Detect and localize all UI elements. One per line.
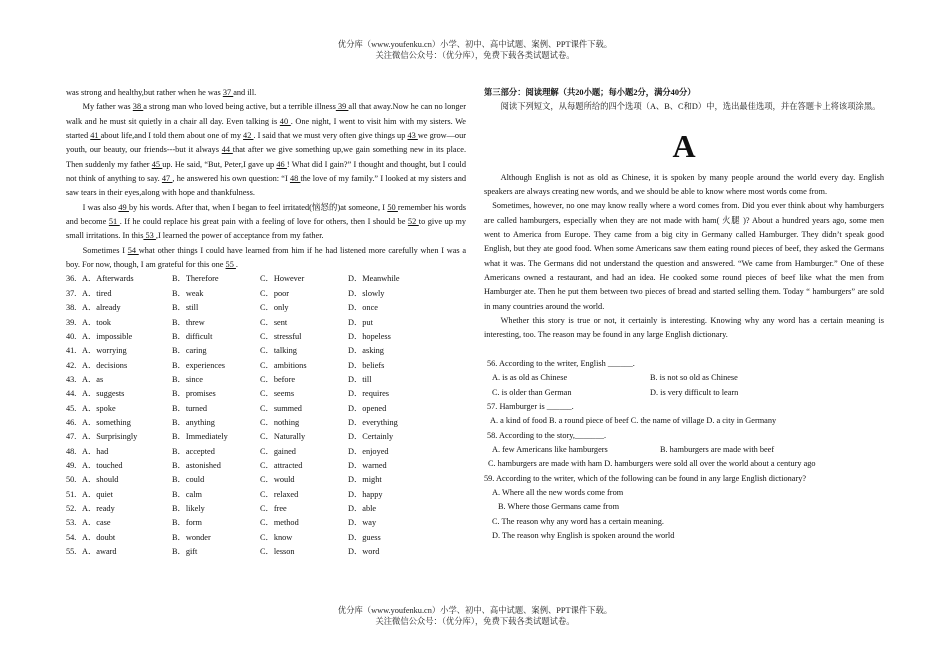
option-d: D．enjoyed (348, 446, 389, 456)
option-a: A．case (82, 518, 111, 528)
option-c: C．seems (260, 389, 295, 399)
option-row (66, 359, 466, 373)
blank-52: 52 (407, 217, 419, 227)
option-c: C．lesson (260, 547, 295, 556)
option-b: B．caring (172, 346, 207, 356)
page-header (0, 40, 950, 61)
blank-54: 54 (127, 245, 139, 255)
option-number: 49. (66, 460, 77, 470)
option-number: 43. (66, 374, 77, 384)
option-a: A．Surprisingly (82, 432, 138, 442)
question-59-option-d: D. The reason why English is spoken around the world (492, 530, 675, 540)
blank-48: 48 (289, 174, 301, 184)
option-row (66, 516, 466, 530)
option-c: C．gained (260, 446, 296, 456)
option-d: D．Meanwhile (348, 274, 400, 284)
option-a: A．Afterwards (82, 274, 134, 284)
option-c: C．attracted (260, 460, 303, 470)
option-c: C．summed (260, 403, 302, 413)
option-number: 46. (66, 417, 77, 427)
option-row (66, 287, 466, 301)
option-a: A．something (82, 417, 131, 427)
option-a: A．already (82, 303, 121, 313)
option-row (66, 531, 466, 545)
option-b: B．accepted (172, 446, 215, 456)
question-59-option-a: A. Where all the new words come from (492, 487, 624, 497)
option-d: D．once (348, 303, 378, 313)
blank-51: 51 (108, 217, 120, 227)
footer-line-1: 优分库（www.youfenku.cn）小学、初中、高中试题、案例、PPT课件下载。 (337, 606, 613, 615)
option-row (66, 344, 466, 358)
option-d: D．everything (348, 417, 398, 427)
blank-39: 39 (335, 102, 349, 112)
option-d: D．word (348, 547, 380, 556)
option-c: C．Naturally (260, 432, 306, 442)
option-b: B．anything (172, 417, 215, 427)
option-b: B．wonder (172, 532, 211, 542)
option-b: B．weak (172, 288, 204, 298)
option-c: C．before (260, 374, 296, 384)
option-a: A．as (82, 374, 104, 384)
option-c: C．would (260, 475, 295, 485)
option-a: A．impossible (82, 331, 133, 341)
option-row (66, 387, 466, 401)
option-number: 40. (66, 331, 77, 341)
option-b: B．astonished (172, 460, 221, 470)
blank-55: 55 (225, 260, 236, 270)
option-a: A．ready (82, 503, 115, 513)
option-b: B．still (172, 303, 199, 313)
option-d: D．beliefs (348, 360, 385, 370)
blank-53: 53 (143, 231, 156, 241)
question-56-options-ab: A. is as old as Chinese B. is not so old as Chinese (492, 373, 738, 383)
option-a: A．suggests (82, 389, 125, 399)
option-number: 52. (66, 503, 77, 513)
option-row (66, 545, 466, 559)
option-d: D．guess (348, 532, 381, 542)
passage-paragraph-1: Although English is not as old as Chinese, it is spoken by many people around the world every day. English speakers are always creating new words, and we should be able to know where most words come from. (484, 172, 884, 197)
option-a: A．doubt (82, 532, 116, 542)
page-footer (0, 606, 950, 627)
option-a: A．had (82, 446, 109, 456)
option-d: D．put (348, 317, 373, 327)
option-a: A．touched (82, 460, 123, 470)
question-56: 56. According to the writer, English ______. (487, 358, 635, 368)
blank-50: 50 (387, 202, 398, 212)
option-number: 53. (66, 518, 77, 528)
option-b: B．difficult (172, 331, 213, 341)
question-59: 59. According to the writer, which of the following can be found in any large English dictionary? (484, 473, 807, 483)
footer-line-2: 关注微信公众号：（优分库），免费下载各类试题试卷。 (375, 616, 575, 626)
option-row (66, 459, 466, 473)
option-number: 48. (66, 446, 77, 456)
option-b: B．gift (172, 547, 198, 556)
option-b: B．experiences (172, 360, 225, 370)
option-b: B．could (172, 475, 205, 485)
option-a: A．should (82, 475, 119, 485)
option-b: B．Therefore (172, 274, 219, 284)
option-c: C．However (260, 274, 305, 284)
cloze-paragraph-2: My father was 38 a strong man who loved being active, but a terrible illness 39 all that away.Now he can no longer walk and he must sit quietly in a chair all day. Even talking is 40 . One night, I went to visit him with my sisters. We started 41 about life,and I told them about one of my 42 . I said that we must very often give things up 43 we grow—our youth, our beauty, our friends---but it always 44 that after we give something up,we gain something new in its place. Then suddenly my father 45 up. He said, “But, Peter,I gave up 46 ! What did I gain?” I thought and thought, but I could not think of anything to say. 47 , he answered his own question: “I 48 the love of my family.” I looked at my sisters and saw tears in their eyes,along with hope and thankfulness. (66, 102, 467, 198)
option-number: 54. (66, 532, 77, 542)
option-a: A．worrying (82, 346, 127, 356)
option-number: 55. (66, 547, 77, 556)
option-d: D．able (348, 503, 377, 513)
option-row (66, 430, 466, 444)
option-d: D．warned (348, 460, 387, 470)
blank-42: 42 (243, 131, 254, 141)
question-59-option-b: B. Where those Germans came from (498, 502, 620, 512)
option-number: 45. (66, 403, 77, 413)
blank-45: 45 (151, 159, 163, 169)
blank-37: 37 (222, 88, 234, 97)
blank-46: 46 (276, 159, 287, 169)
question-56-options-cd: C. is older than German D. is very difficult to learn (492, 387, 739, 397)
blank-44: 44 (221, 145, 233, 155)
option-c: C．talking (260, 346, 297, 356)
option-d: D．Certainly (348, 432, 394, 442)
option-number: 41. (66, 346, 77, 356)
option-a: A．award (82, 547, 117, 556)
passage-paragraph-3: Whether this story is true or not, it certainly is interesting. Knowing why any word has a certain meaning is interesting, too. The reason may be found in any large English dictionary. (484, 316, 884, 340)
blank-38: 38 (132, 102, 144, 112)
option-row (66, 330, 466, 344)
option-number: 39. (66, 317, 77, 327)
option-b: B．form (172, 518, 202, 528)
option-c: C．sent (260, 317, 288, 327)
option-d: D．happy (348, 489, 383, 499)
passage-letter: A (672, 127, 696, 164)
option-c: C．ambitions (260, 360, 307, 370)
option-b: B．Immediately (172, 432, 228, 442)
question-59-option-c: C. The reason why any word has a certain meaning. (492, 516, 664, 526)
blank-43: 43 (407, 131, 418, 141)
option-row (66, 316, 466, 330)
option-b: B．calm (172, 489, 202, 499)
option-number: 44. (66, 389, 77, 399)
section-instructions: 阅读下列短文，从每题所给的四个选项（A、B、C和D）中，选出最佳选项，并在答题卡上将该项涂黑。 (500, 102, 881, 112)
option-b: B．likely (172, 503, 205, 513)
option-c: C．know (260, 532, 293, 542)
option-number: 38. (66, 303, 77, 313)
option-d: D．asking (348, 346, 384, 356)
option-d: D．might (348, 475, 382, 485)
option-a: A．took (82, 317, 112, 327)
header-line-2: 关注微信公众号：（优分库），免费下载各类试题试卷。 (375, 50, 575, 60)
option-number: 51. (66, 489, 77, 499)
option-d: D．till (348, 374, 372, 384)
question-58: 58. According to the story,_______. (487, 430, 607, 440)
option-c: C．free (260, 503, 287, 513)
passage-paragraph-2: Sometimes, however, no one may know really where a word comes from. Did you ever think about why hamburgers are called hamburgers, especially when they are not made with ham( 火腿 )? About a hundred years ago, some men went to America from Europe. They came from a big city in Germany called Hamburger. They didn’t speak good English, but they ate good food. When some Americans saw them eating round pieces of beef, they asked the Germans what it was. The Germans did not understand the question and answered. “We came from Hamburger.” One of these Americans owned a restaurant, and had an idea. He cooked some round pieces of beef like what the men from Hamburger ate. Then he put them between two pieces of bread and started selling them. Today “ hamburgers” are sold in many countries around the world. (484, 201, 884, 311)
option-c: C．relaxed (260, 489, 299, 499)
reading-column (484, 86, 884, 543)
cloze-options (66, 272, 466, 559)
option-row (66, 272, 466, 286)
header-line-1: 优分库（www.youfenku.cn）小学、初中、高中试题、案例、PPT课件下载。 (337, 40, 613, 49)
option-row (66, 473, 466, 487)
question-57: 57. Hamburger is ______. (487, 401, 574, 411)
option-b: B．since (172, 374, 203, 384)
option-c: C．nothing (260, 417, 300, 427)
option-row (66, 488, 466, 502)
option-d: D．requires (348, 389, 390, 399)
option-number: 36. (66, 274, 77, 284)
blank-41: 41 (90, 131, 101, 141)
option-number: 37. (66, 288, 77, 298)
option-row (66, 445, 466, 459)
option-number: 47. (66, 432, 77, 442)
option-d: D．way (348, 518, 377, 528)
question-57-options: A. a kind of food B. a round piece of beef C. the name of village D. a city in Germany (490, 416, 777, 426)
option-c: C．poor (260, 288, 290, 298)
blank-40: 40 (279, 116, 291, 126)
option-row (66, 402, 466, 416)
option-c: C．stressful (260, 331, 302, 341)
option-row (66, 416, 466, 430)
option-number: 50. (66, 475, 77, 485)
option-a: A．quiet (82, 489, 113, 499)
option-b: B．turned (172, 403, 208, 413)
section-title: 第三部分：阅读理解（共20小题；每小题2分，满分40分） (484, 88, 696, 97)
option-b: B．threw (172, 317, 205, 327)
option-b: B．promises (172, 389, 216, 399)
cloze-column (66, 86, 466, 559)
cloze-paragraph-4: Sometimes I 54 what other things I could have learned from him if he had listened more carefully when I was a boy. For now, though, I am grateful for this one 55 . (66, 245, 467, 270)
cloze-paragraph-1: was strong and healthy,but rather when he was 37 and ill. (66, 88, 257, 97)
option-number: 42. (66, 360, 77, 370)
blank-47: 47 (161, 174, 173, 184)
questions (484, 357, 884, 543)
option-row (66, 502, 466, 516)
option-a: A．tired (82, 288, 112, 298)
option-row (66, 373, 466, 387)
cloze-paragraph-3: I was also 49 by his words. After that, when I began to feel irritated(恼怒的)at someone, I 50 remember his words and become 51 . If he could replace his great pain with a feeling of love for others, then I should be 52 to give up my small irritations. In this 53 ,I learned the power of acceptance from my father. (66, 202, 467, 241)
question-58-options-cd: C. hamburgers are made with ham D. hamburgers were sold all over the world about a century ago (488, 459, 816, 469)
option-a: A．decisions (82, 360, 128, 370)
option-row (66, 301, 466, 315)
option-d: D．slowly (348, 288, 385, 298)
option-d: D．hopeless (348, 331, 391, 341)
option-a: A．spoke (82, 403, 116, 413)
option-c: C．only (260, 303, 289, 313)
blank-49: 49 (118, 202, 129, 212)
option-c: C．method (260, 518, 299, 528)
option-d: D．opened (348, 403, 387, 413)
question-58-options-ab: A. few Americans like hamburgers B. hamburgers are made with beef (492, 444, 775, 454)
